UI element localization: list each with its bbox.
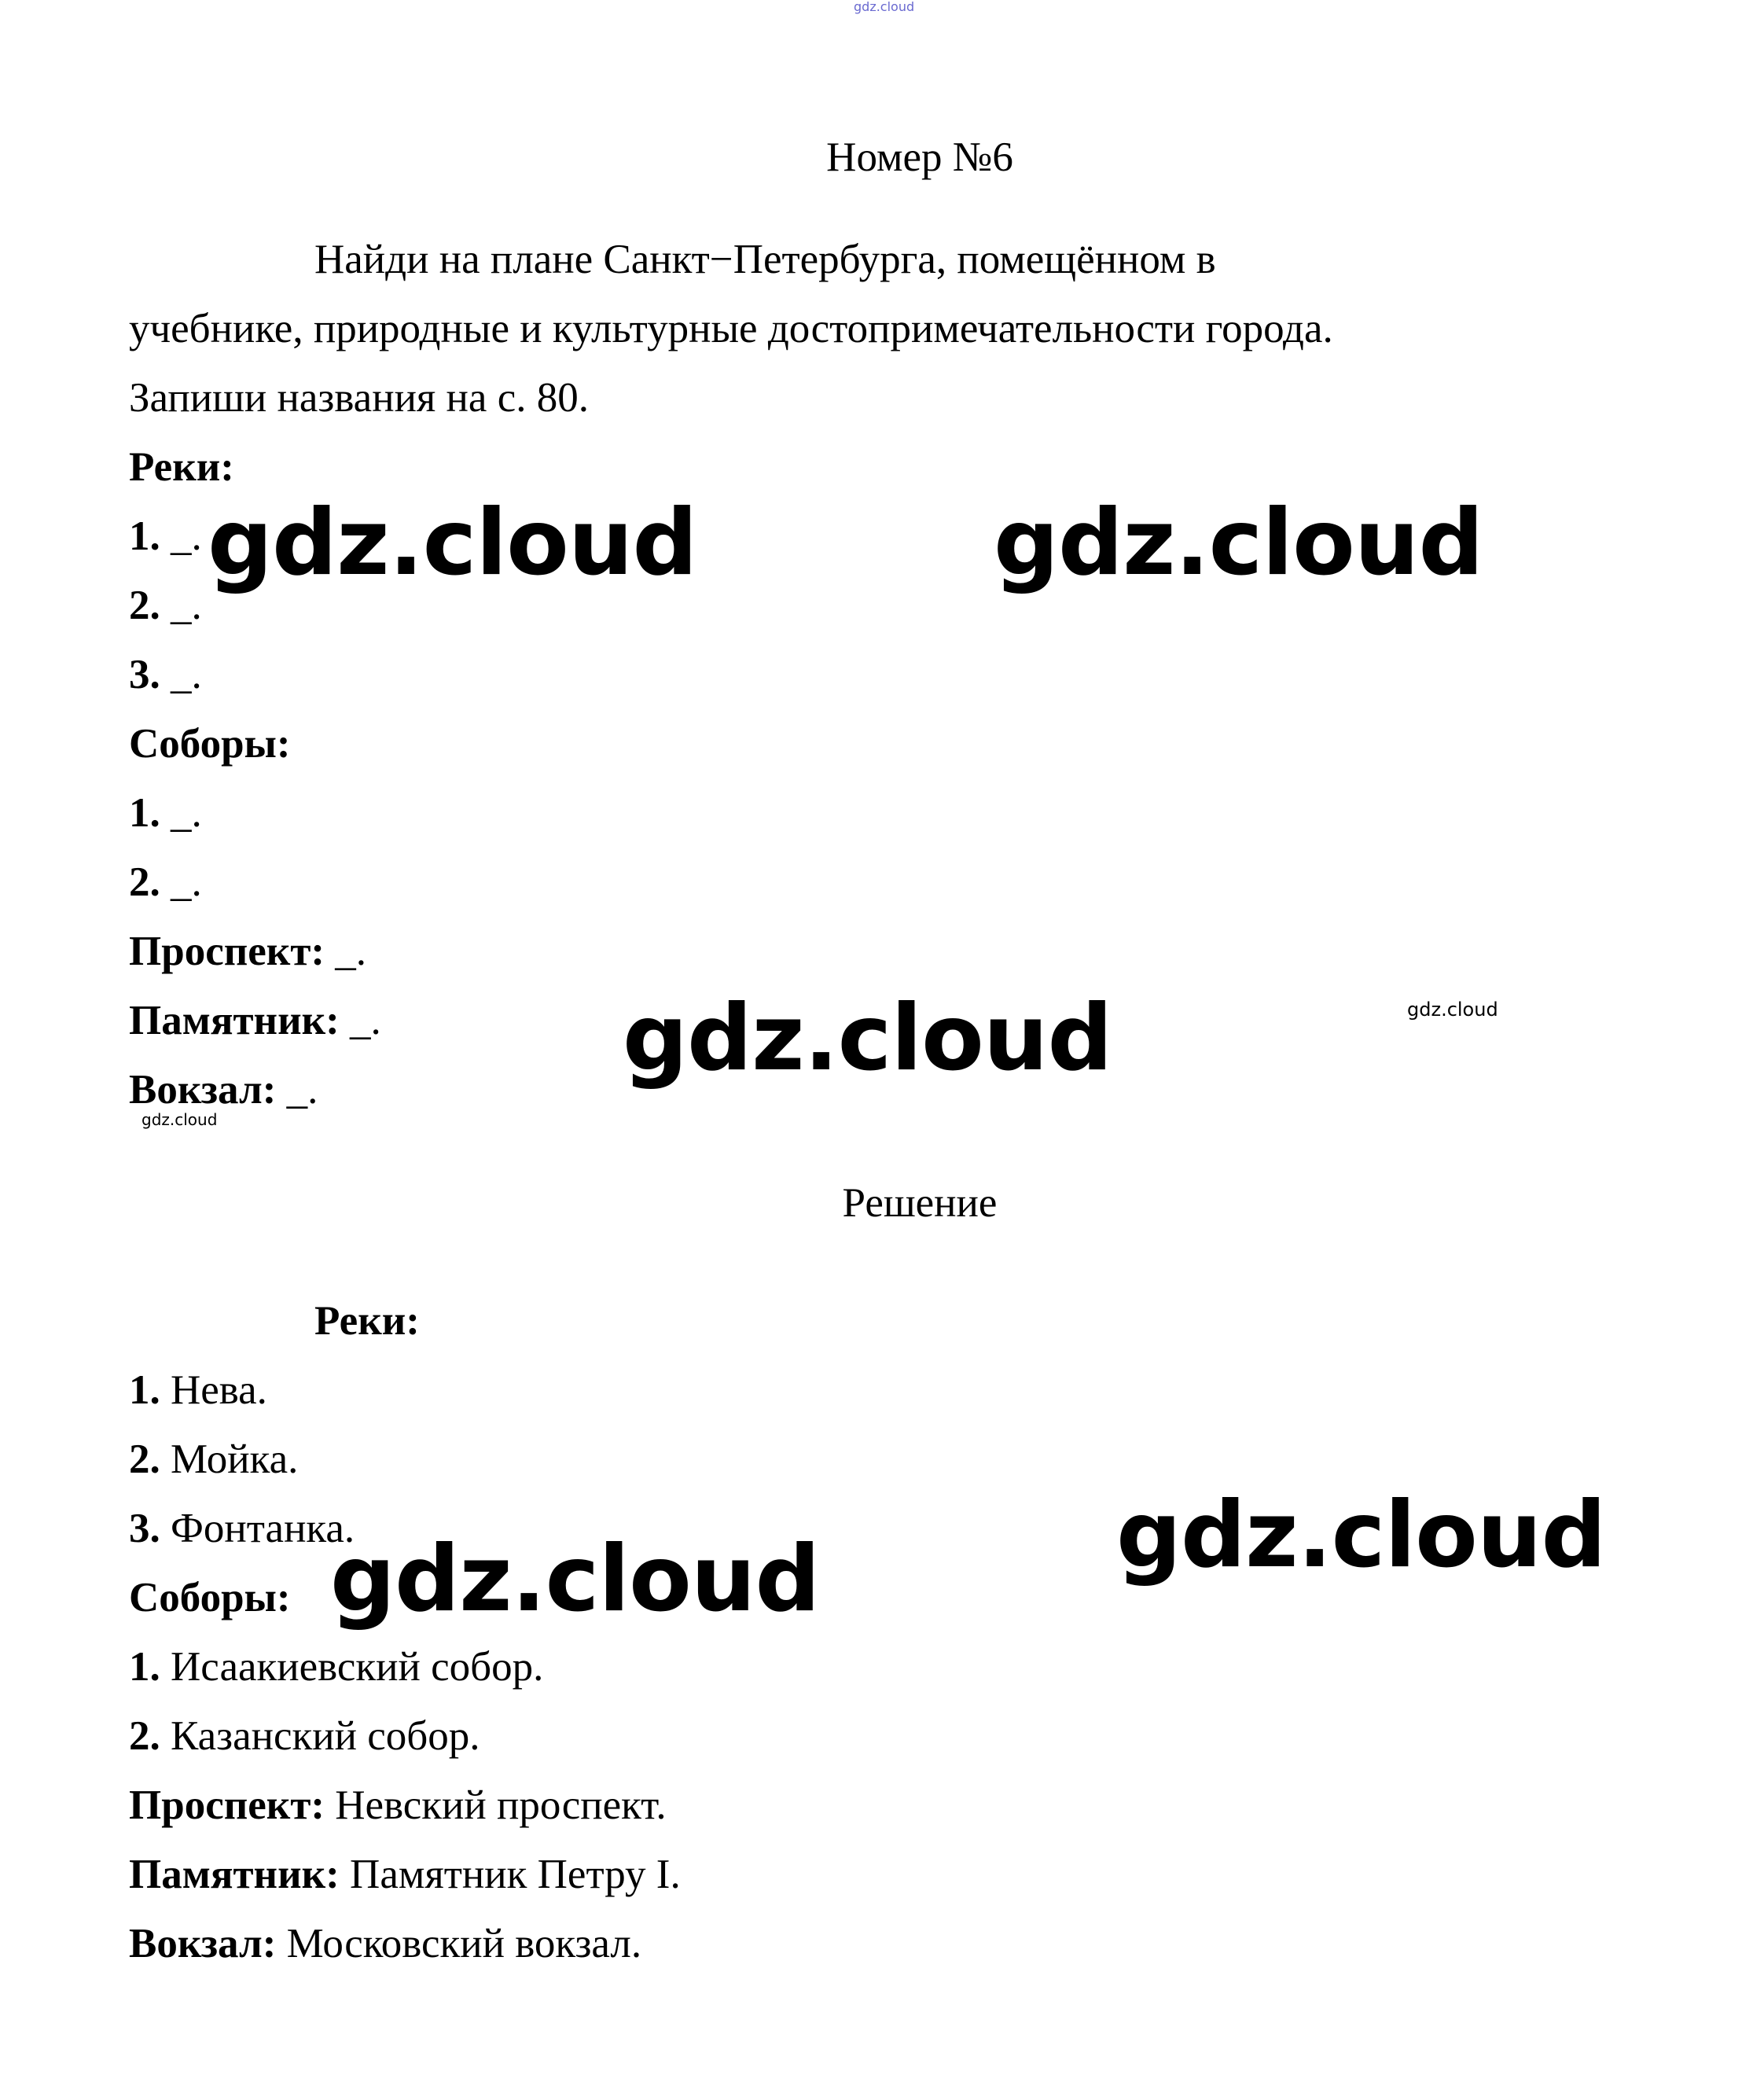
item-answer: Казанский собор.: [171, 1713, 480, 1759]
item-blank: _.: [171, 790, 202, 836]
watermark-small: gdz.cloud: [1407, 999, 1498, 1021]
solution-river-item: [129, 1505, 355, 1552]
watermark-small: gdz.cloud: [141, 1110, 218, 1129]
blank-station-line: [129, 1066, 318, 1113]
item-number: 1.: [129, 790, 160, 836]
item-number: 1.: [129, 1644, 160, 1690]
page-title: Номер №6: [826, 134, 1013, 180]
solution-cathedral-item: [129, 1712, 480, 1760]
watermark: gdz.cloud: [1116, 1482, 1606, 1588]
item-number: 2.: [129, 583, 160, 628]
solution-cathedrals-heading: Соборы:: [129, 1575, 291, 1620]
watermark: gdz.cloud: [330, 1526, 820, 1632]
item-blank: _.: [171, 513, 202, 559]
item-number: 3.: [129, 652, 160, 697]
solution-title: Решение: [842, 1180, 998, 1226]
blank-rivers-heading: Реки:: [129, 444, 234, 490]
top-watermark: gdz.cloud: [854, 0, 915, 14]
prospect-answer: Невский проспект.: [335, 1782, 667, 1828]
blank-river-item: [129, 582, 202, 629]
item-number: 2.: [129, 859, 160, 905]
item-blank: _.: [171, 652, 202, 697]
item-answer: Нева.: [171, 1367, 267, 1413]
task-line-2: учебнике, природные и культурные достопримечательности города.: [129, 306, 1333, 351]
blank-cathedrals-heading: Соборы:: [129, 721, 291, 767]
monument-answer: Памятник Петру I.: [350, 1852, 681, 1897]
item-number: 1.: [129, 1367, 160, 1413]
item-answer: Фонтанка.: [171, 1506, 355, 1551]
blank-river-item: [129, 651, 202, 698]
station-label: Вокзал:: [129, 1067, 277, 1113]
blank-river-item: [129, 513, 202, 560]
solution-station-line: [129, 1920, 641, 1967]
monument-blank: _.: [350, 998, 381, 1043]
item-blank: _.: [171, 583, 202, 628]
watermark: gdz.cloud: [623, 985, 1112, 1091]
blank-cathedral-item: [129, 859, 202, 906]
station-blank: _.: [286, 1067, 318, 1113]
solution-river-item: [129, 1436, 298, 1483]
solution-cathedral-item: [129, 1643, 543, 1690]
prospect-blank: _.: [335, 929, 367, 974]
item-number: 2.: [129, 1713, 160, 1759]
task-line-1: Найди на плане Санкт−Петербурга, помещённом в: [314, 237, 1216, 282]
blank-prospect-line: [129, 928, 366, 975]
prospect-label: Проспект:: [129, 929, 325, 974]
station-label: Вокзал:: [129, 1921, 277, 1966]
solution-monument-line: [129, 1851, 681, 1898]
solution-rivers-heading: Реки:: [314, 1298, 420, 1344]
item-number: 2.: [129, 1436, 160, 1482]
solution-prospect-line: [129, 1782, 667, 1829]
prospect-label: Проспект:: [129, 1782, 325, 1828]
watermark: gdz.cloud: [994, 490, 1483, 596]
monument-label: Памятник:: [129, 998, 340, 1043]
item-number: 1.: [129, 513, 160, 559]
item-answer: Исаакиевский собор.: [171, 1644, 544, 1690]
watermark: gdz.cloud: [208, 490, 697, 596]
item-number: 3.: [129, 1506, 160, 1551]
item-blank: _.: [171, 859, 202, 905]
item-answer: Мойка.: [171, 1436, 299, 1482]
monument-label: Памятник:: [129, 1852, 340, 1897]
solution-river-item: [129, 1367, 267, 1414]
blank-cathedral-item: [129, 789, 202, 837]
station-answer: Московский вокзал.: [286, 1921, 642, 1966]
task-line-3: Запиши названия на с. 80.: [129, 375, 589, 421]
blank-monument-line: [129, 997, 381, 1044]
